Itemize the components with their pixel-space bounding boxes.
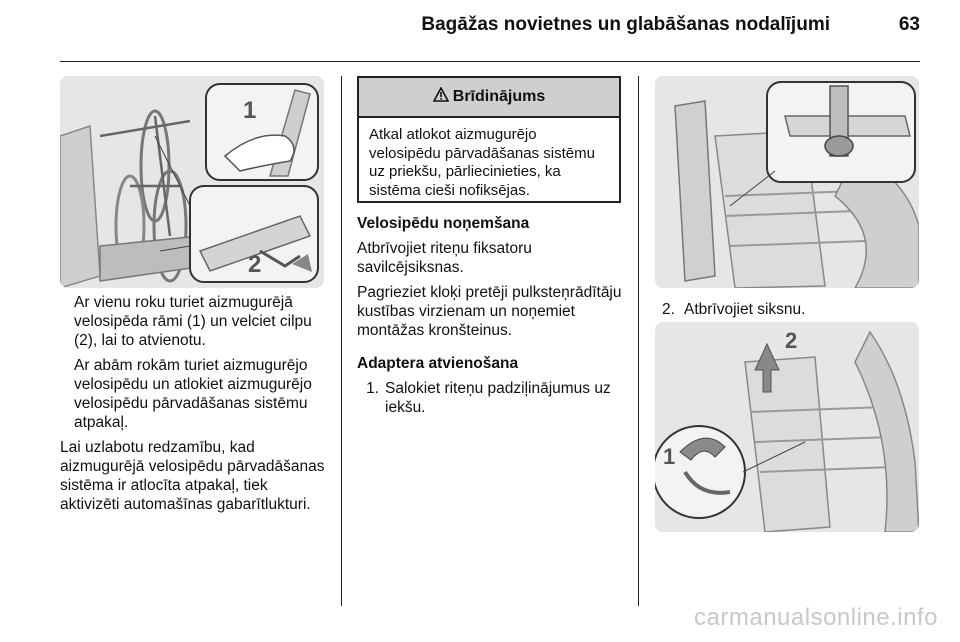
numbered-step: [357, 379, 623, 417]
page-number: 63: [898, 14, 920, 35]
bicycle-rack-illustration: [60, 76, 324, 288]
warning-box: [357, 76, 621, 203]
adapter-strap-illustration: [655, 76, 919, 288]
right-column-text: [662, 300, 920, 319]
warning-triangle-icon: [433, 87, 449, 107]
warning-title: Brīdinājums: [452, 88, 546, 105]
figure-callout-1: 1: [663, 444, 676, 469]
header-divider: [60, 61, 920, 62]
figure-callout-2: 2: [248, 251, 262, 278]
warning-header: [359, 78, 619, 118]
middle-column-text: [357, 214, 623, 417]
adapter-detach-illustration: [655, 322, 919, 532]
body-paragraph: Pagrieziet kloķi pretēji pulksteņrādītāju kustības virzienam un noņemiet montāžas kronšteinus.: [357, 284, 622, 339]
step-number: 1.: [366, 380, 379, 397]
adapter-detach-figure: [655, 322, 919, 532]
left-column-text: [60, 293, 326, 520]
bicycle-rack-figure: [60, 76, 324, 288]
figure-callout-1: 1: [243, 97, 257, 124]
body-paragraph: Atbrīvojiet riteņu fiksatoru savilcējsiksnas.: [357, 240, 532, 276]
section-heading-adapter-detach: Adaptera atvienošana: [357, 355, 519, 372]
warning-text: Atkal atlokot aizmugurējo velosipēdu pārvadāšanas sistēmu uz priekšu, pārliecinieties, ka sistēma cieši nofiksējas.: [369, 126, 595, 199]
step-number: 2.: [662, 301, 675, 318]
body-paragraph: Lai uzlabotu redzamību, kad aizmugurējā velosipēdu pārvadāšanas sistēma ir atlocīta atpakaļ, tiek aktivizēti automašīnas gabarītlukturi.: [60, 439, 325, 513]
step-text: Atbrīvojiet siksnu.: [684, 301, 806, 318]
instruction-paragraph: Ar vienu roku turiet aizmugurējā velosipēda rāmi (1) un velciet cilpu (2), lai to atvienotu.: [74, 294, 312, 349]
column-divider-left: [341, 76, 342, 606]
adapter-strap-figure: [655, 76, 919, 288]
figure-callout-2: 2: [785, 328, 798, 353]
watermark: carmanualsonline.info: [694, 604, 938, 631]
instruction-paragraph: Ar abām rokām turiet aizmugurējo velosipēdu un atlokiet aizmugurējo velosipēdu pārvadāšanas sistēmu atpakaļ.: [74, 357, 312, 431]
section-heading-bicycle-removal: Velosipēdu noņemšana: [357, 215, 530, 232]
step-text: Salokiet riteņu padziļinājumus uz iekšu.: [385, 380, 611, 416]
column-divider-right: [638, 76, 639, 606]
page-title: Bagāžas novietnes un glabāšanas nodalījumi: [421, 14, 830, 35]
numbered-step: [662, 300, 920, 319]
